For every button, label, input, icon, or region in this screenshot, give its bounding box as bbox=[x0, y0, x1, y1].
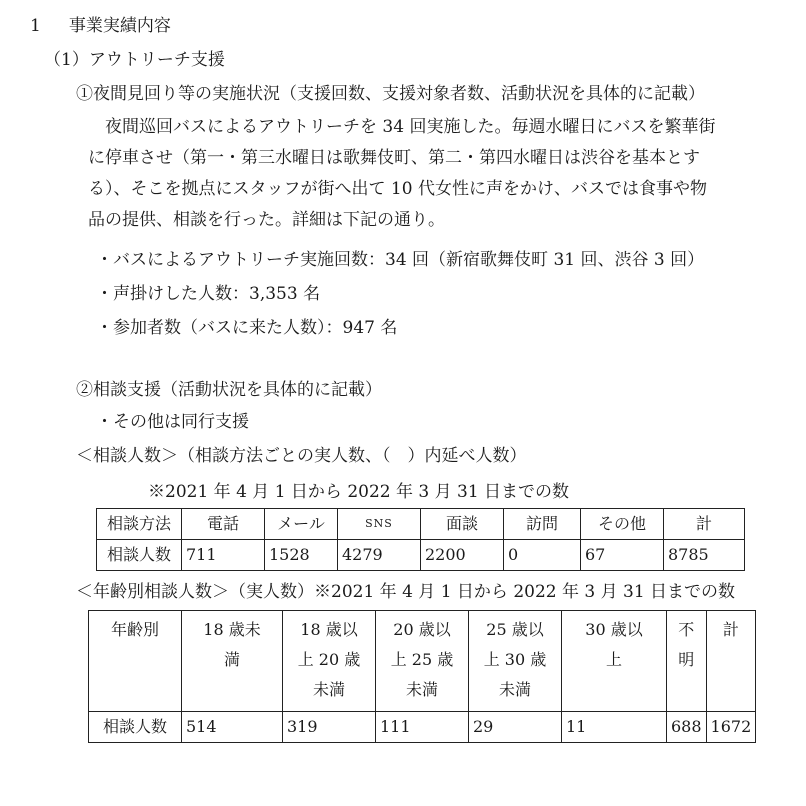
table-cell: 688 bbox=[667, 712, 707, 743]
table-header-cell: 計 bbox=[706, 611, 756, 712]
table-cell: 11 bbox=[562, 712, 667, 743]
para-line-3: る）、そこを拠点にスタッフが街へ出て 10 代女性に声をかけ、バスでは食事や物 bbox=[88, 179, 707, 199]
table-header-cell: メール bbox=[265, 509, 338, 540]
table1-caption: ＜相談人数＞（相談方法ごとの実人数、（ ）内延べ人数） bbox=[76, 446, 527, 466]
para-line-4: 品の提供、相談を行った。詳細は下記の通り。 bbox=[88, 210, 445, 230]
section-heading bbox=[30, 14, 171, 38]
table-cell: 514 bbox=[182, 712, 283, 743]
table-header-cell: 20 歳以 上 25 歳 未満 bbox=[376, 611, 469, 712]
age-group-table bbox=[88, 610, 756, 743]
table-cell: 67 bbox=[581, 540, 664, 571]
item1-paragraph bbox=[88, 112, 788, 236]
table-cell: 4279 bbox=[338, 540, 421, 571]
table-header-cell: その他 bbox=[581, 509, 664, 540]
table-header-cell: 相談方法 bbox=[97, 509, 182, 540]
table-cell: 711 bbox=[182, 540, 265, 571]
table-cell: 相談人数 bbox=[89, 712, 182, 743]
table-cell: 0 bbox=[504, 540, 581, 571]
table-header-cell: 電話 bbox=[182, 509, 265, 540]
table-cell: 1528 bbox=[265, 540, 338, 571]
table-cell: 相談人数 bbox=[97, 540, 182, 571]
section-number: 1 bbox=[30, 16, 41, 36]
table-row bbox=[97, 540, 745, 571]
consultation-method-table bbox=[96, 508, 745, 571]
table-cell: 29 bbox=[469, 712, 562, 743]
para-line-1: 夜間巡回バスによるアウトリーチを 34 回実施した。毎週水曜日にバスを繁華街 bbox=[105, 117, 716, 137]
table-header-cell: 18 歳未 満 bbox=[182, 611, 283, 712]
table-cell: 1672 bbox=[706, 712, 756, 743]
para-line-2: に停車させ（第一・第三水曜日は歌舞伎町、第二・第四水曜日は渋谷を基本とす bbox=[88, 148, 700, 168]
table-cell: 319 bbox=[283, 712, 376, 743]
table-header-cell: 25 歳以 上 30 歳 未満 bbox=[469, 611, 562, 712]
table-header-cell: 不 明 bbox=[667, 611, 707, 712]
bullet-call-count: ・声掛けした人数：3,353 名 bbox=[96, 284, 321, 304]
table2-caption: ＜年齢別相談人数＞（実人数）※2021 年 4 月 1 日から 2022 年 3 月 31 日までの数 bbox=[76, 582, 736, 602]
table-header-cell: 18 歳以 上 20 歳 未満 bbox=[283, 611, 376, 712]
item1-heading: ①夜間見回り等の実施状況（支援回数、支援対象者数、活動状況を具体的に記載） bbox=[76, 84, 705, 104]
table-header-cell: 訪問 bbox=[504, 509, 581, 540]
table1-note: ※2021 年 4 月 1 日から 2022 年 3 月 31 日までの数 bbox=[148, 482, 570, 502]
table-cell: 111 bbox=[376, 712, 469, 743]
bullet-bus-count: ・バスによるアウトリーチ実施回数：34 回（新宿歌舞伎町 31 回、渋谷 3 回） bbox=[96, 250, 705, 270]
subsection-heading: （1）アウトリーチ支援 bbox=[44, 50, 225, 70]
table-header-cell: 30 歳以 上 bbox=[562, 611, 667, 712]
table-header-row bbox=[89, 611, 756, 712]
table-header-cell: 計 bbox=[664, 509, 745, 540]
bullet-participants: ・参加者数（バスに来た人数）：947 名 bbox=[96, 318, 398, 338]
section-title: 事業実績内容 bbox=[68, 16, 171, 36]
table-cell: 2200 bbox=[421, 540, 504, 571]
table-header-cell: 年齢別 bbox=[89, 611, 182, 712]
table-cell: 8785 bbox=[664, 540, 745, 571]
table-header-cell: 面談 bbox=[421, 509, 504, 540]
item2-heading: ②相談支援（活動状況を具体的に記載） bbox=[76, 380, 382, 400]
table-header-cell: SNS bbox=[338, 509, 421, 540]
table-header-row bbox=[97, 509, 745, 540]
table-row bbox=[89, 712, 756, 743]
bullet-accompany: ・その他は同行支援 bbox=[96, 412, 249, 432]
